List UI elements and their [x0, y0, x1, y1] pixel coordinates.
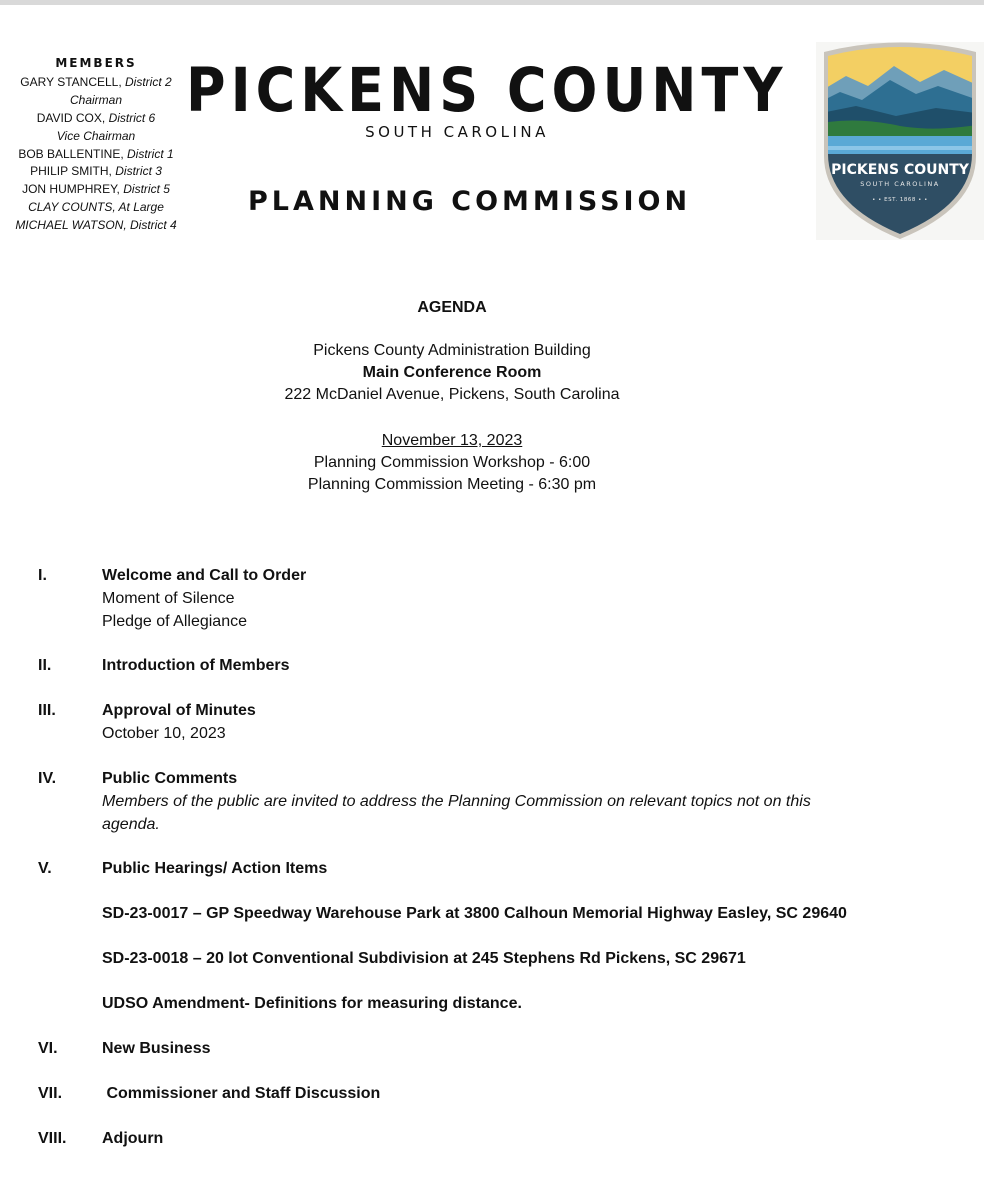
member-line: Chairman — [69, 93, 123, 107]
member-line: PHILIP SMITH, District 3 — [30, 164, 162, 178]
item-number: VIII. — [38, 1130, 67, 1147]
state-subtitle: SOUTH CAROLINA — [365, 123, 549, 141]
workshop-time: Planning Commission Workshop - 6:00 — [313, 454, 591, 471]
hearing-item: UDSO Amendment- Definitions for measuring distance. — [102, 995, 522, 1012]
item-heading: New Business — [102, 1040, 211, 1057]
member-line: CLAY COUNTS, At Large — [28, 200, 164, 214]
item-line: Moment of Silence — [102, 590, 235, 607]
seal-graphic — [816, 42, 984, 240]
top-border — [0, 0, 984, 5]
member-line: GARY STANCELL, District 2 — [20, 75, 172, 89]
seal-state: SOUTH CAROLINA — [860, 180, 940, 188]
item-heading: Adjourn — [102, 1130, 164, 1147]
item-number: III. — [38, 702, 56, 719]
item-number: II. — [38, 657, 52, 674]
item-line: Pledge of Allegiance — [102, 613, 247, 630]
seal-name: PICKENS COUNTY — [831, 162, 969, 178]
item-heading: Commissioner and Staff Discussion — [102, 1085, 381, 1102]
item-number: I. — [38, 567, 47, 584]
item-heading: Public Hearings/ Action Items — [102, 860, 328, 877]
meeting-date: November 13, 2023 — [381, 432, 523, 449]
item-line: October 10, 2023 — [102, 725, 226, 742]
hearing-item: SD-23-0017 – GP Speedway Warehouse Park at 3800 Calhoun Memorial Highway Easley, SC 29640 — [102, 905, 847, 922]
members-list — [8, 54, 184, 234]
member-line: Vice Chairman — [56, 129, 136, 143]
seal-water — [816, 136, 984, 154]
agenda-heading: AGENDA — [417, 299, 487, 316]
item-number: IV. — [38, 770, 57, 787]
street-address: 222 McDaniel Avenue, Pickens, South Carolina — [284, 386, 620, 403]
member-line: DAVID COX, District 6 — [36, 111, 156, 125]
meeting-time: Planning Commission Meeting - 6:30 pm — [307, 476, 597, 493]
member-line: BOB BALLENTINE, District 1 — [18, 147, 174, 161]
item-heading: Introduction of Members — [102, 657, 290, 674]
room-name: Main Conference Room — [362, 364, 542, 381]
county-title: PICKENS COUNTY — [186, 54, 788, 126]
item-number: VII. — [38, 1085, 63, 1102]
item-heading: Public Comments — [102, 770, 238, 787]
building-name: Pickens County Administration Building — [313, 342, 591, 359]
commission-title: PLANNING COMMISSION — [248, 186, 692, 217]
item-heading: Approval of Minutes — [102, 702, 256, 719]
item-note: Members of the public are invited to address the Planning Commission on relevant topics not on this agenda. — [102, 793, 811, 833]
members-title: MEMBERS — [55, 56, 137, 70]
item-number: V. — [38, 860, 52, 877]
item-number: VI. — [38, 1040, 58, 1057]
member-line: JON HUMPHREY, District 5 — [22, 182, 170, 196]
hearing-item: SD-23-0018 – 20 lot Conventional Subdivision at 245 Stephens Rd Pickens, SC 29671 — [102, 950, 746, 967]
meeting-location — [0, 340, 904, 406]
county-seal — [816, 42, 984, 240]
item-heading: Welcome and Call to Order — [102, 567, 307, 584]
member-line: MICHAEL WATSON, District 4 — [15, 218, 177, 232]
meeting-schedule — [0, 430, 904, 496]
seal-est: • • EST. 1868 • • — [872, 197, 928, 203]
